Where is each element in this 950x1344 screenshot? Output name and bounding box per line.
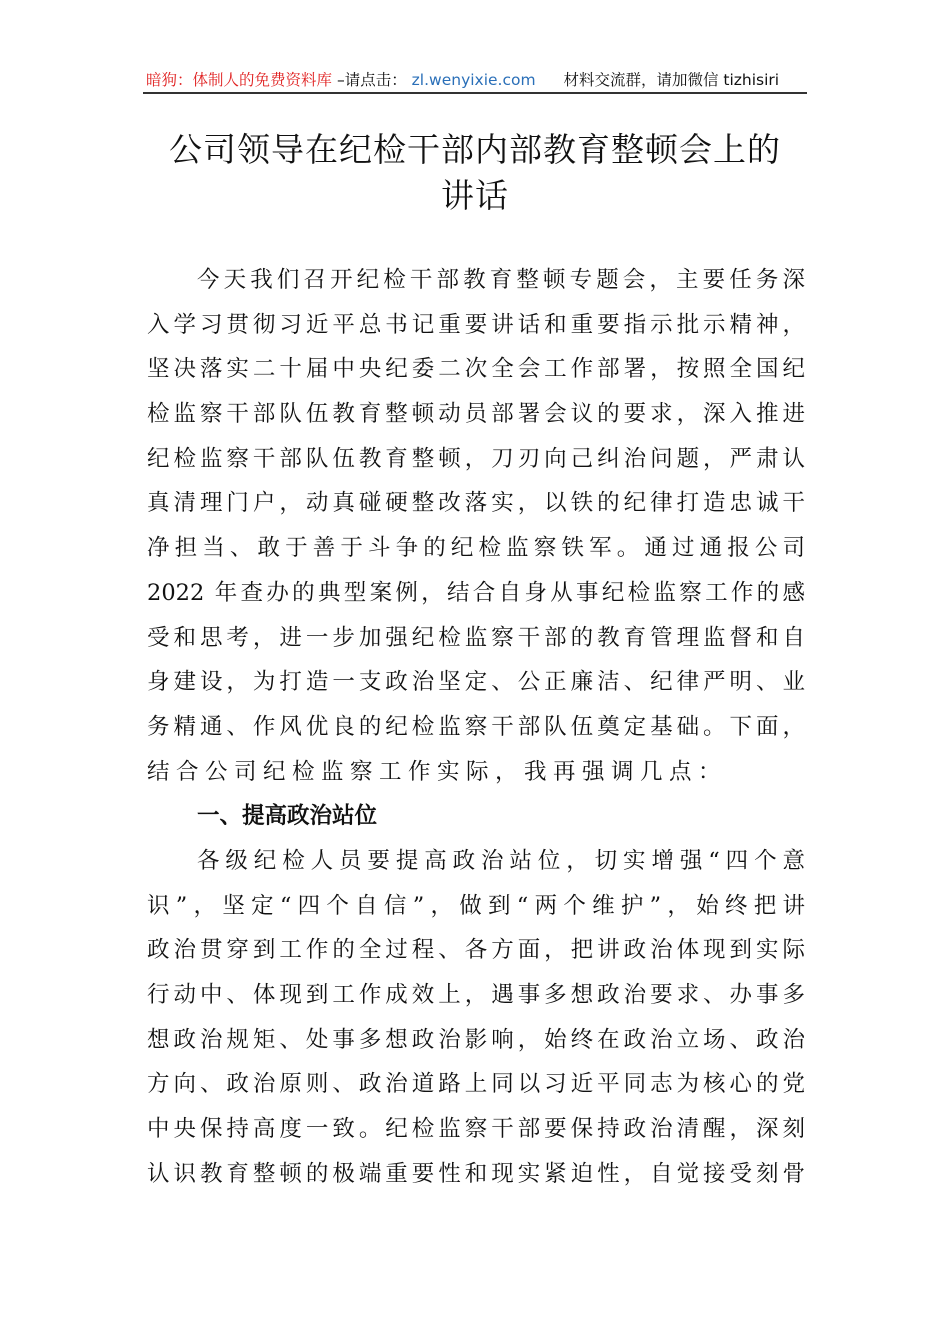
paragraph-line: 务精通、作风优良的纪检监察干部队伍奠定基础。下面， (147, 713, 805, 740)
paragraph-line: 结合公司纪检监察工作实际，我再强调几点： (147, 758, 728, 785)
paragraph-line: 各级纪检人员要提高政治站位，切实增强“四个意 (197, 847, 805, 874)
header-divider (143, 92, 807, 94)
paragraph-line: 坚决落实二十届中央纪委二次全会工作部署，按照全国纪 (147, 356, 805, 383)
section-heading: 一、提高政治站位 (197, 803, 378, 830)
promo-link[interactable]: zl.wenyixie.com (411, 71, 536, 89)
paragraph-line: 净担当、敢于善于斗争的纪检监察铁军。通过通报公司 (147, 535, 805, 562)
paragraph-line: 方向、政治原则、政治道路上同以习近平同志为核心的党 (147, 1071, 805, 1098)
paragraph-line: 真清理门户，动真碰硬整改落实，以铁的纪律打造忠诚干 (147, 490, 805, 517)
paragraph-line: 中央保持高度一致。纪检监察干部要保持政治清醒，深刻 (147, 1116, 805, 1143)
paragraph-line: 身建设，为打造一支政治坚定、公正廉洁、纪律严明、业 (147, 669, 805, 696)
document-title-line-1: 公司领导在纪检干部内部教育整顿会上的 (169, 130, 781, 169)
document-title-line-2: 讲话 (441, 176, 509, 215)
paragraph-line: 想政治规矩、处事多想政治影响，始终在政治立场、政治 (147, 1026, 805, 1053)
promo-header (146, 68, 806, 90)
promo-click-label: –请点击： (336, 71, 407, 89)
paragraph-line: 今天我们召开纪检干部教育整顿专题会，主要任务深 (197, 267, 805, 293)
paragraph-line: 2022 年查办的典型案例，结合自身从事纪检监察工作的感 (147, 579, 805, 606)
paragraph-line: 政治贯穿到工作的全过程、各方面，把讲政治体现到实际 (147, 937, 805, 964)
paragraph-line: 入学习贯彻习近平总书记重要讲话和重要指示批示精神， (147, 311, 805, 338)
paragraph-line: 识”，坚定“四个自信”，做到“两个维护”，始终把讲 (147, 892, 805, 919)
paragraph-line: 行动中、体现到工作成效上，遇事多想政治要求、办事多 (147, 982, 805, 1008)
paragraph-line: 受和思考，进一步加强纪检监察干部的教育管理监督和自 (147, 624, 805, 651)
paragraph-line: 认识教育整顿的极端重要性和现实紧迫性，自觉接受刻骨 (147, 1160, 805, 1187)
paragraph-line: 纪检监察干部队伍教育整顿，刀刃向己纠治问题，严肃认 (147, 445, 805, 472)
promo-site-name: 暗狗：体制人的免费资料库 (146, 71, 333, 89)
document-body (147, 258, 805, 1196)
paragraph-line: 检监察干部队伍教育整顿动员部署会议的要求，深入推进 (147, 401, 805, 428)
promo-contact: 材料交流群，请加微信 tizhisiri (563, 71, 780, 89)
